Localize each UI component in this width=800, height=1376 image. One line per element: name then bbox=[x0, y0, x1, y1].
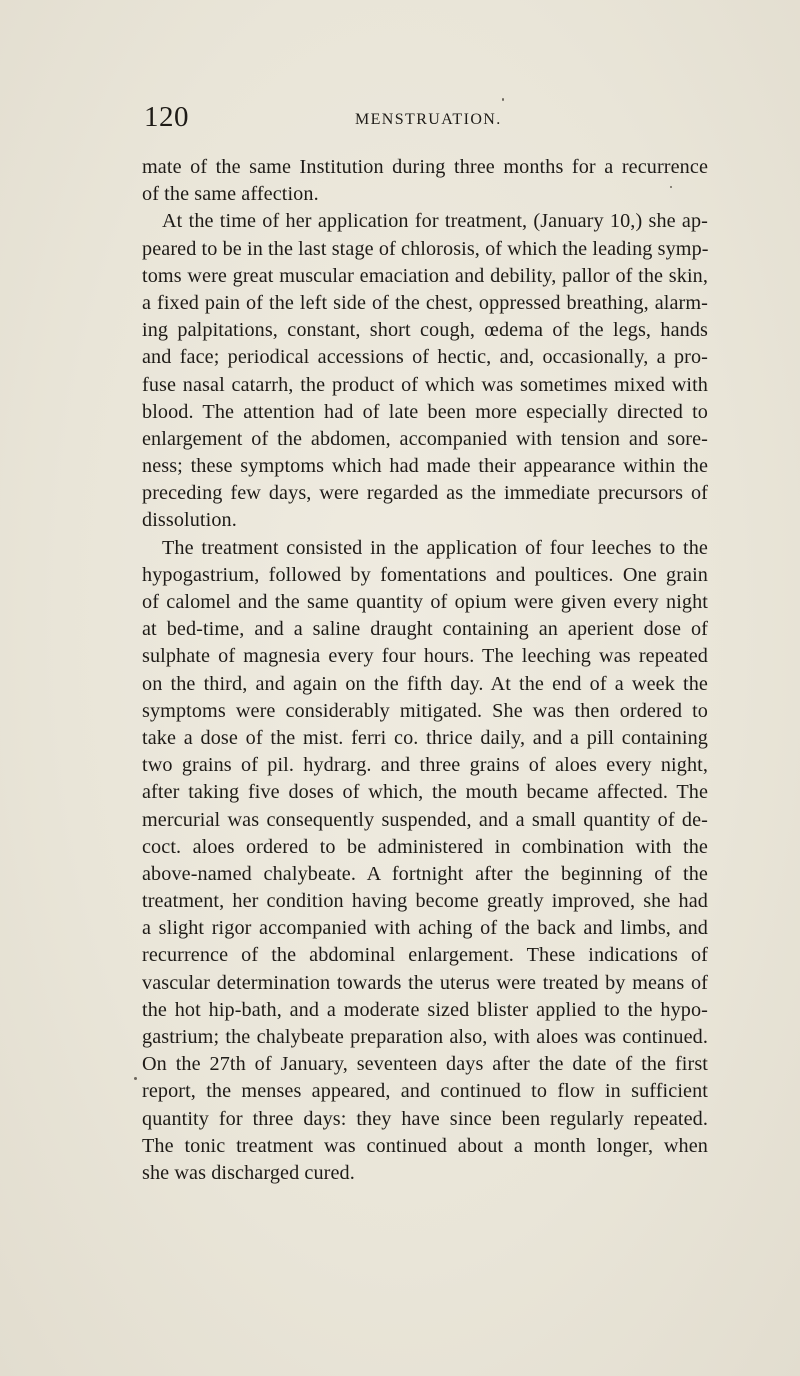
text-line: The tonic treatment was continued about a month longer, when bbox=[142, 1134, 708, 1157]
page-number: 120 bbox=[144, 101, 189, 133]
text-line: and face; periodical accessions of hectic, and, occasionally, a pro- bbox=[142, 346, 708, 369]
text-line: The treatment consisted in the application of four leeches to the bbox=[162, 536, 708, 559]
text-line: a slight rigor accompanied with aching of the back and limbs, and bbox=[142, 917, 708, 940]
text-line: at bed-time, and a saline draught containing an aperient dose of bbox=[142, 618, 708, 641]
text-line: on the third, and again on the fifth day. At the end of a week the bbox=[142, 672, 708, 695]
text-line: toms were great muscular emaciation and debility, pallor of the skin, bbox=[142, 264, 708, 287]
text-line: the hot hip-bath, and a moderate sized blister applied to the hypo- bbox=[142, 998, 708, 1021]
text-line: a fixed pain of the left side of the chest, oppressed breathing, alarm- bbox=[142, 291, 708, 314]
text-line: take a dose of the mist. ferri co. thrice daily, and a pill containing bbox=[142, 726, 708, 749]
text-line: dissolution. bbox=[142, 509, 237, 532]
running-title: MENSTRUATION. bbox=[355, 111, 502, 128]
text-line: coct. aloes ordered to be administered in combination with the bbox=[142, 835, 708, 858]
paper-speck bbox=[134, 1077, 137, 1080]
text-line: fuse nasal catarrh, the product of which was sometimes mixed with bbox=[142, 373, 708, 396]
text-line: quantity for three days: they have since been regularly repeated. bbox=[142, 1107, 708, 1130]
running-head bbox=[140, 100, 710, 136]
text-line: symptoms were considerably mitigated. She was then ordered to bbox=[142, 699, 708, 722]
text-line: after taking five doses of which, the mouth became affected. The bbox=[142, 781, 708, 804]
paper-speck bbox=[670, 186, 672, 188]
text-line: two grains of pil. hydrarg. and three grains of aloes every night, bbox=[142, 754, 708, 777]
text-line: treatment, her condition having become greatly improved, she had bbox=[142, 890, 708, 913]
text-line: recurrence of the abdominal enlargement. These indications of bbox=[142, 944, 708, 967]
text-line: above-named chalybeate. A fortnight after the beginning of the bbox=[142, 862, 708, 885]
body-text bbox=[142, 154, 708, 1187]
text-line: vascular determination towards the uterus were treated by means of bbox=[142, 971, 708, 994]
text-line: blood. The attention had of late been more especially directed to bbox=[142, 400, 708, 423]
text-line: At the time of her application for treatment, (January 10,) she ap- bbox=[162, 210, 708, 233]
text-line: sulphate of magnesia every four hours. The leeching was repeated bbox=[142, 645, 708, 668]
text-line: gastrium; the chalybeate preparation also, with aloes was continued. bbox=[142, 1026, 708, 1048]
text-line: peared to be in the last stage of chlorosis, of which the leading symp- bbox=[142, 237, 709, 260]
text-line: preceding few days, were regarded as the immediate precursors of bbox=[142, 482, 708, 505]
text-line: she was discharged cured. bbox=[142, 1161, 355, 1184]
text-line: mate of the same Institution during three months for a recurrence bbox=[142, 156, 708, 178]
text-line: ness; these symptoms which had made their appearance within the bbox=[142, 455, 708, 478]
text-line: of calomel and the same quantity of opium were given every night bbox=[142, 591, 708, 613]
text-line: enlargement of the abdomen, accompanied with tension and sore- bbox=[142, 427, 708, 450]
text-line: ing palpitations, constant, short cough, œdema of the legs, hands bbox=[142, 319, 708, 342]
text-line: hypogastrium, followed by fomentations and poultices. One grain bbox=[142, 563, 708, 586]
text-line: report, the menses appeared, and continued to flow in sufficient bbox=[142, 1080, 708, 1103]
text-line: of the same affection. bbox=[142, 183, 319, 206]
text-line: mercurial was consequently suspended, and a small quantity of de- bbox=[142, 808, 708, 831]
paper-speck bbox=[502, 98, 504, 101]
text-line: On the 27th of January, seventeen days after the date of the first bbox=[142, 1053, 708, 1076]
